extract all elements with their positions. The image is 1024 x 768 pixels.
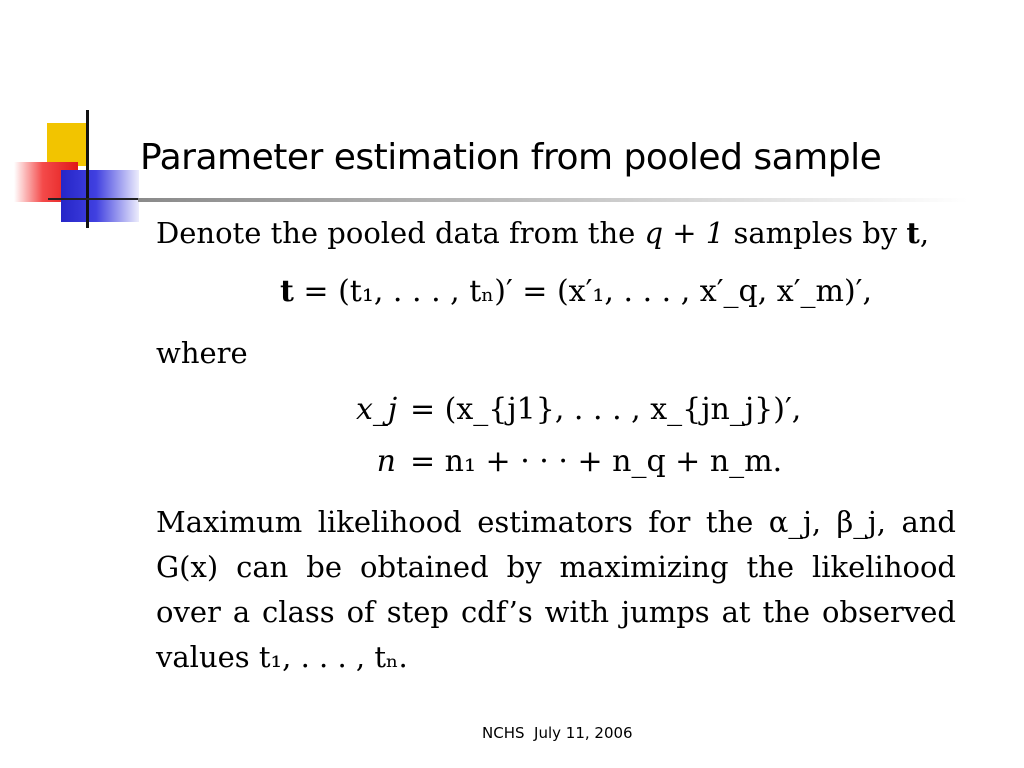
title-underline (138, 198, 968, 202)
slide-logo-decoration (0, 0, 140, 240)
equation-lhs: t (280, 274, 294, 309)
equation-rhs: = n₁ + · · · + n_q + n_m. (410, 444, 783, 479)
mle-paragraph: Maximum likelihood estimators for the α_j, β_j, and G(x) can be obtained by maximizing the likelihood over a class of step cdf’s with jumps at the observed values t₁, . . . , tₙ. (156, 505, 956, 674)
definition-equations (356, 392, 801, 496)
logo-yellow-square (47, 123, 87, 166)
equation-rhs: = (t₁, . . . , tₙ)′ = (x′₁, . . . , x′_q, x′_m)′, (293, 274, 873, 309)
pooled-data-equation (280, 274, 872, 309)
intro-text-suffix: , (919, 216, 930, 250)
equation-lhs: n (376, 444, 396, 479)
where-label: where (156, 336, 248, 370)
equation-lhs: x_j (356, 392, 398, 427)
intro-math: q + 1 (644, 216, 725, 250)
logo-vertical-line (86, 110, 89, 228)
slide-title: Parameter estimation from pooled sample (140, 137, 882, 178)
intro-sentence (156, 216, 929, 250)
logo-blue-square (61, 170, 139, 222)
logo-horizontal-line (48, 198, 140, 200)
intro-text-prefix: Denote the pooled data from the (156, 216, 645, 250)
intro-text-mid: samples by (724, 216, 907, 250)
slide-footer: NCHS July 11, 2006 (482, 724, 633, 742)
equation-row (356, 392, 801, 444)
equation-row (356, 444, 801, 496)
equation-rhs: = (x_{j1}, . . . , x_{jn_j})′, (410, 392, 802, 427)
intro-symbol: t (906, 216, 920, 250)
